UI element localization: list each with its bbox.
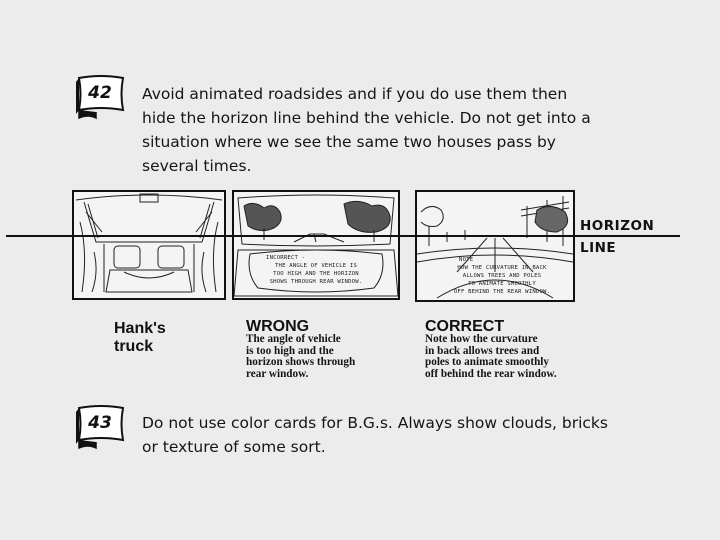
horizon-label-bottom: LINE bbox=[580, 240, 617, 256]
caption-hanks-line-2: truck bbox=[114, 338, 154, 355]
caption-wrong-body bbox=[246, 334, 355, 380]
correct-note-line-2: ALLOWS TREES AND POLES bbox=[462, 273, 542, 279]
caption-correct-line-2: in back allows trees and bbox=[425, 344, 540, 357]
rule-number-badge-43 bbox=[76, 404, 124, 446]
rule-42-line-1: Avoid animated roadsides and if you do use them then bbox=[142, 85, 568, 103]
caption-hanks-line-1: Hank's bbox=[114, 320, 166, 337]
caption-correct-body bbox=[425, 334, 557, 380]
truck-interior-sketch bbox=[74, 192, 224, 298]
rule-43-line-2: or texture of some sort. bbox=[142, 438, 326, 456]
rule-number-badge-42 bbox=[76, 74, 124, 116]
caption-wrong-line-1: The angle of vehicle bbox=[246, 333, 341, 345]
panel-correct bbox=[415, 190, 575, 302]
panel-wrong bbox=[232, 190, 400, 300]
correct-panel-note bbox=[439, 256, 565, 296]
wrong-panel-note bbox=[262, 254, 370, 286]
caption-wrong-line-4: rear window. bbox=[246, 367, 309, 380]
caption-correct-line-3: poles to animate smoothly bbox=[425, 356, 549, 368]
rule-text-43 bbox=[142, 411, 608, 459]
wrong-note-line-1: THE ANGLE OF VEHICLE IS bbox=[274, 263, 358, 269]
panel-hanks-truck bbox=[72, 190, 226, 300]
rule-42-line-4: several times. bbox=[142, 157, 252, 175]
correct-note-line-1: HOW THE CURVATURE IN BACK bbox=[457, 265, 547, 271]
caption-wrong-title: WRONG bbox=[246, 318, 310, 335]
rule-42-line-3: situation where we see the same two houses pass by bbox=[142, 133, 556, 151]
correct-note-line-4: OFF BEHIND THE REAR WINDOW. bbox=[453, 289, 551, 295]
rule-42-line-2: hide the horizon line behind the vehicle. Do not get into a bbox=[142, 109, 591, 127]
rule-number-43: 43 bbox=[88, 413, 112, 433]
wrong-note-heading: INCORRECT - bbox=[266, 255, 306, 261]
wrong-note-line-2: TOO HIGH AND THE HORIZON bbox=[273, 271, 359, 277]
correct-note-heading: NOTE bbox=[459, 257, 474, 263]
caption-wrong-line-2: is too high and the bbox=[246, 344, 334, 357]
wrong-note-line-3: SHOWS THROUGH REAR WINDOW. bbox=[269, 279, 363, 285]
rule-number-42: 42 bbox=[88, 83, 112, 103]
rule-text-42 bbox=[142, 82, 591, 178]
caption-wrong-line-3: horizon shows through bbox=[246, 356, 356, 368]
rule-43-line-1: Do not use color cards for B.G.s. Always show clouds, bricks bbox=[142, 414, 608, 432]
caption-correct-title: CORRECT bbox=[425, 318, 505, 335]
correct-note-line-3: TO ANIMATE SMOOTHLY bbox=[468, 281, 536, 287]
caption-hanks-truck bbox=[114, 320, 166, 356]
caption-correct-line-4: off behind the rear window. bbox=[425, 367, 557, 380]
caption-correct-line-1: Note how the curvature bbox=[425, 333, 538, 345]
horizon-label-top: HORIZON bbox=[580, 218, 655, 234]
horizon-line bbox=[6, 235, 680, 237]
